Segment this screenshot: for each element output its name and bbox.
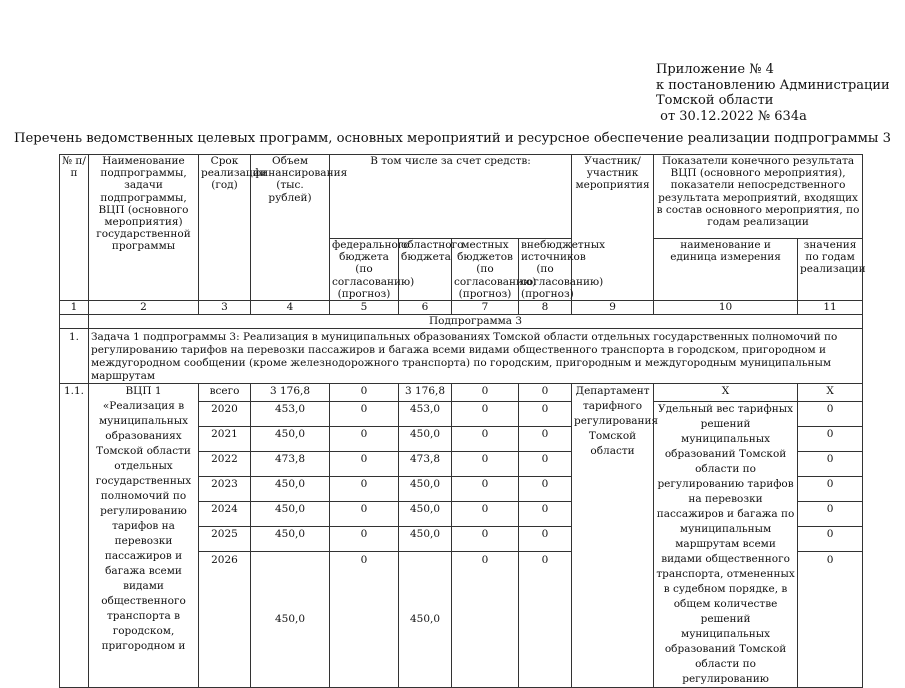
regional-cell: 450,0 xyxy=(399,551,452,687)
volume-cell: 3 176,8 xyxy=(251,384,330,402)
col-number: 1 xyxy=(60,301,89,315)
extra-cell: 0 xyxy=(519,427,572,452)
extra-cell: 0 xyxy=(519,476,572,501)
local-cell: 0 xyxy=(452,501,519,526)
volume-cell: 453,0 xyxy=(251,402,330,427)
vcp-name: ВЦП 1 «Реализация в муниципальных образованиях Томской области отдельных государственных полномочий по регулированию тарифов на перевозки пассажиров и багажа всеми видами общественного транспорта в городском, пригородном и xyxy=(89,384,199,688)
appendix-line: к постановлению Администрации xyxy=(656,77,890,93)
col-number: 7 xyxy=(452,301,519,315)
col-number: 10 xyxy=(654,301,798,315)
year-cell: 2022 xyxy=(199,451,251,476)
local-cell: 0 xyxy=(452,402,519,427)
vcp-num: 1.1. xyxy=(60,384,89,688)
year-cell: 2023 xyxy=(199,476,251,501)
header-num: № п/п xyxy=(60,155,89,301)
extra-cell: 0 xyxy=(519,501,572,526)
volume-cell: 450,0 xyxy=(251,501,330,526)
value-header-x: Х xyxy=(798,384,863,402)
vcp-participant: Департамент тарифного регулирования Томской области xyxy=(572,384,654,688)
year-cell: 2026 xyxy=(199,551,251,687)
regional-cell: 473,8 xyxy=(399,451,452,476)
value-cell: 0 xyxy=(798,551,863,687)
extra-cell: 0 xyxy=(519,451,572,476)
col-number: 9 xyxy=(572,301,654,315)
col-number: 8 xyxy=(519,301,572,315)
federal-cell: 0 xyxy=(330,384,399,402)
year-cell: 2024 xyxy=(199,501,251,526)
col-number: 11 xyxy=(798,301,863,315)
value-cell: 0 xyxy=(798,501,863,526)
task-text: Задача 1 подпрограммы 3: Реализация в муниципальных образованиях Томской области отдельных государственных полномочий по регулированию тарифов на перевозки пассажиров и багажа всеми видами общественного транспорта в городском, пригородном и междугородном сообщении (кроме железнодорожного транспорта) по городским, пригородным и междугородным муниципальным маршрутам xyxy=(89,329,863,384)
col-number: 3 xyxy=(199,301,251,315)
col-number: 5 xyxy=(330,301,399,315)
volume-cell: 450,0 xyxy=(251,526,330,551)
col-number: 2 xyxy=(89,301,199,315)
volume-cell: 450,0 xyxy=(251,427,330,452)
local-cell: 0 xyxy=(452,384,519,402)
local-cell: 0 xyxy=(452,551,519,687)
appendix-line: от 30.12.2022 № 634а xyxy=(656,108,807,124)
federal-cell: 0 xyxy=(330,526,399,551)
table-row xyxy=(60,384,863,402)
federal-cell: 0 xyxy=(330,451,399,476)
value-cell: 0 xyxy=(798,427,863,452)
value-cell: 0 xyxy=(798,402,863,427)
volume-cell: 450,0 xyxy=(251,551,330,687)
header-name: Наименование подпрограммы, задачи подпрограммы, ВЦП (основного мероприятия) государственной программы xyxy=(89,155,199,301)
header-including: В том числе за счет средств: xyxy=(330,155,572,239)
subprogram-row xyxy=(60,315,863,329)
value-cell: 0 xyxy=(798,451,863,476)
regional-cell: 450,0 xyxy=(399,476,452,501)
appendix-line: Томской области xyxy=(656,93,774,108)
regional-cell: 3 176,8 xyxy=(399,384,452,402)
federal-cell: 0 xyxy=(330,551,399,687)
indicator-header-x: Х xyxy=(654,384,798,402)
federal-cell: 0 xyxy=(330,476,399,501)
year-cell: 2021 xyxy=(199,427,251,452)
volume-cell: 473,8 xyxy=(251,451,330,476)
header-regional: областного бюджета xyxy=(399,239,452,301)
extra-cell: 0 xyxy=(519,551,572,687)
regional-cell: 450,0 xyxy=(399,526,452,551)
col-number: 6 xyxy=(399,301,452,315)
local-cell: 0 xyxy=(452,427,519,452)
task-num: 1. xyxy=(60,329,89,384)
header-indicator-name: наименование и единица измерения xyxy=(654,239,798,301)
federal-cell: 0 xyxy=(330,501,399,526)
appendix-block xyxy=(656,62,890,124)
header-indicators: Показатели конечного результата ВЦП (основного мероприятия), показатели непосредственного результата мероприятий, входящих в состав основного мероприятия, по годам реализации xyxy=(654,155,863,239)
header-participant: Участник/ участник мероприятия xyxy=(572,155,654,301)
federal-cell: 0 xyxy=(330,427,399,452)
value-cell: 0 xyxy=(798,476,863,501)
program-table xyxy=(59,154,866,688)
volume-cell: 450,0 xyxy=(251,476,330,501)
task-row xyxy=(60,329,863,384)
indicator-name: Удельный вес тарифных решений муниципальных образований Томской области по регулированию тарифов на перевозки пассажиров и багажа по муниципальным маршрутам всеми видами общественного транспорта, отмененных в судебном порядке, в общем количестве решений муниципальных образований Томской области по регулированию xyxy=(654,402,798,688)
regional-cell: 450,0 xyxy=(399,501,452,526)
column-number-row xyxy=(60,301,863,315)
year-cell: 2025 xyxy=(199,526,251,551)
header-volume: Объем финансирования (тыс. рублей) xyxy=(251,155,330,301)
extra-cell: 0 xyxy=(519,526,572,551)
header-indicator-values: значения по годам реализации xyxy=(798,239,863,301)
federal-cell: 0 xyxy=(330,402,399,427)
col-number: 4 xyxy=(251,301,330,315)
header-local: местных бюджетов (по согласованию) (прогноз) xyxy=(452,239,519,301)
local-cell: 0 xyxy=(452,476,519,501)
header-term: Срок реализации (год) xyxy=(199,155,251,301)
year-cell: всего xyxy=(199,384,251,402)
appendix-line: Приложение № 4 xyxy=(656,62,774,77)
document-title: Перечень ведомственных целевых программ, основных мероприятий и ресурсное обеспечение реализации подпрограммы 3 xyxy=(13,131,892,146)
extra-cell: 0 xyxy=(519,402,572,427)
local-cell: 0 xyxy=(452,451,519,476)
subprogram-label: Подпрограмма 3 xyxy=(89,315,863,329)
year-cell: 2020 xyxy=(199,402,251,427)
regional-cell: 450,0 xyxy=(399,427,452,452)
regional-cell: 453,0 xyxy=(399,402,452,427)
header-federal: федерального бюджета (по согласованию) (прогноз) xyxy=(330,239,399,301)
header-extra: внебюджетных источников (по согласованию) (прогноз) xyxy=(519,239,572,301)
extra-cell: 0 xyxy=(519,384,572,402)
local-cell: 0 xyxy=(452,526,519,551)
value-cell: 0 xyxy=(798,526,863,551)
